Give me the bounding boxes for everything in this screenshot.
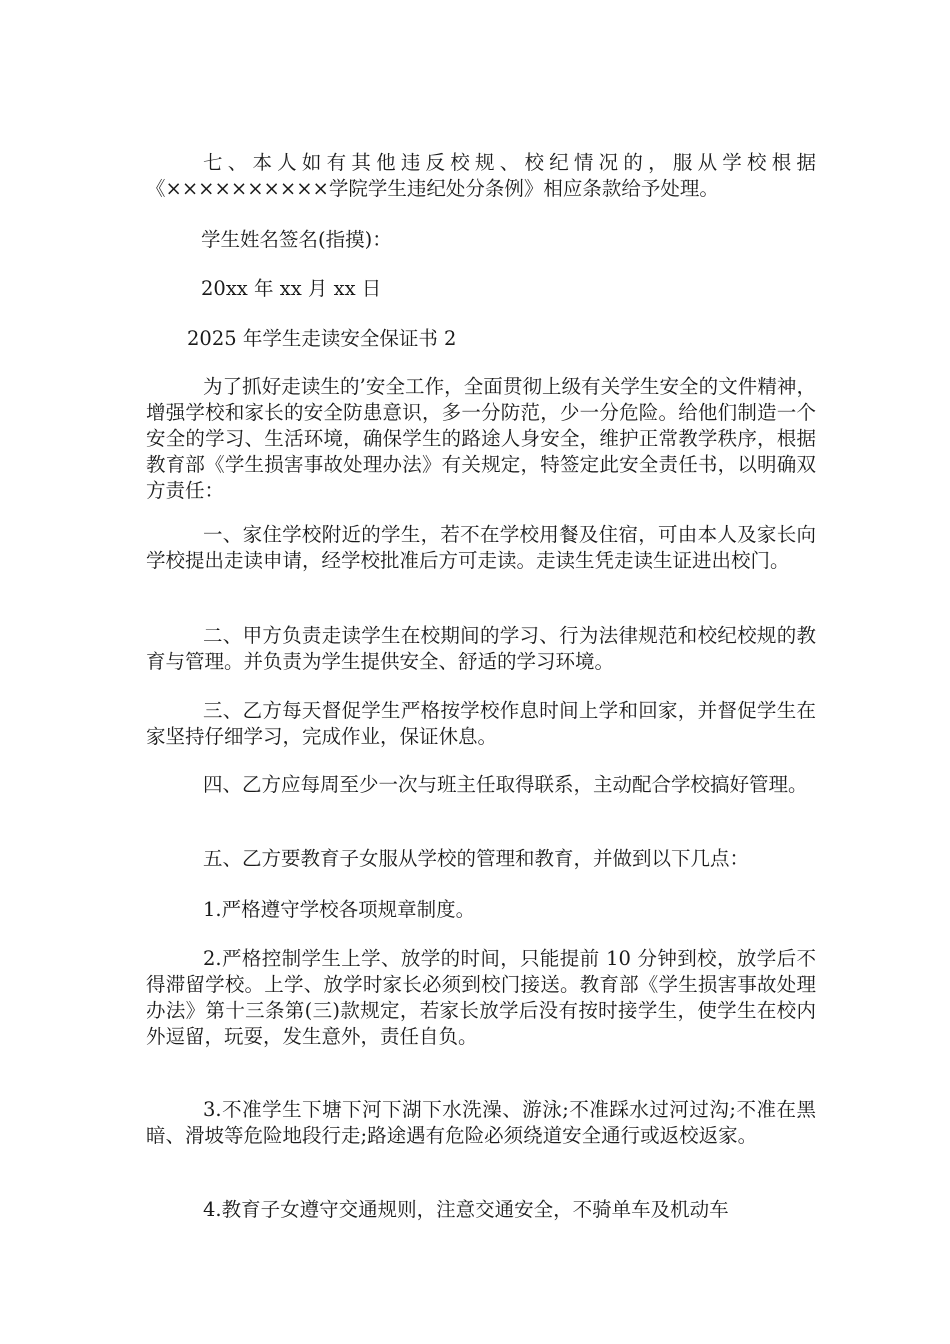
intro-paragraph: 为了抓好走读生的’安全工作，全面贯彻上级有关学生安全的文件精神，增强学校和家长的安全防患意识，多一分防范，少一分危险。给他们制造一个安全的学习、生活环境，确保学生的路途人身安全，维护正常教学秩序，根据教育部《学生损害事故处理办法》有关规定，特签定此安全责任书，以明确双方责任： — [146, 375, 816, 502]
item-4: 四、乙方应每周至少一次与班主任取得联系，主动配合学校搞好管理。 — [203, 773, 808, 796]
section-title: 2025 年学生走读安全保证书 2 — [187, 327, 457, 350]
item-3: 三、乙方每天督促学生严格按学校作息时间上学和回家，并督促学生在家坚持仔细学习，完成作业，保证休息。 — [146, 699, 816, 748]
item-1: 一、家住学校附近的学生，若不在学校用餐及住宿，可由本人及家长向学校提出走读申请，经学校批准后方可走读。走读生凭走读生证进出校门。 — [146, 523, 816, 572]
sub-item-1: 1.严格遵守学校各项规章制度。 — [203, 898, 476, 921]
date-line: 20xx 年 xx 月 xx 日 — [201, 277, 382, 300]
sub-item-2: 2.严格控制学生上学、放学的时间，只能提前 10 分钟到校，放学后不得滞留学校。上学、放学时家长必须到校门接送。教育部《学生损害事故处理办法》第十三条第(三)款规定，若家长放学后没有按时接学生，使学生在校内外逗留，玩耍，发生意外，责任自负。 — [146, 947, 816, 1048]
sub-item-4: 4.教育子女遵守交通规则，注意交通安全，不骑单车及机动车 — [203, 1198, 729, 1221]
item-5: 五、乙方要教育子女服从学校的管理和教育，并做到以下几点： — [203, 847, 750, 870]
item-2: 二、甲方负责走读学生在校期间的学习、行为法律规范和校纪校规的教育与管理。并负责为学生提供安全、舒适的学习环境。 — [146, 624, 816, 673]
clause-7: 七、本人如有其他违反校规、校纪情况的，服从学校根据《××××××××××学院学生违纪处分条例》相应条款给予处理。 — [146, 151, 816, 200]
signature-label: 学生姓名签名(指摸)： — [201, 228, 392, 251]
sub-item-3: 3.不准学生下塘下河下湖下水洗澡、游泳;不准踩水过河过沟;不准在黑暗、滑坡等危险地段行走;路途遇有危险必须绕道安全通行或返校返家。 — [146, 1098, 816, 1147]
